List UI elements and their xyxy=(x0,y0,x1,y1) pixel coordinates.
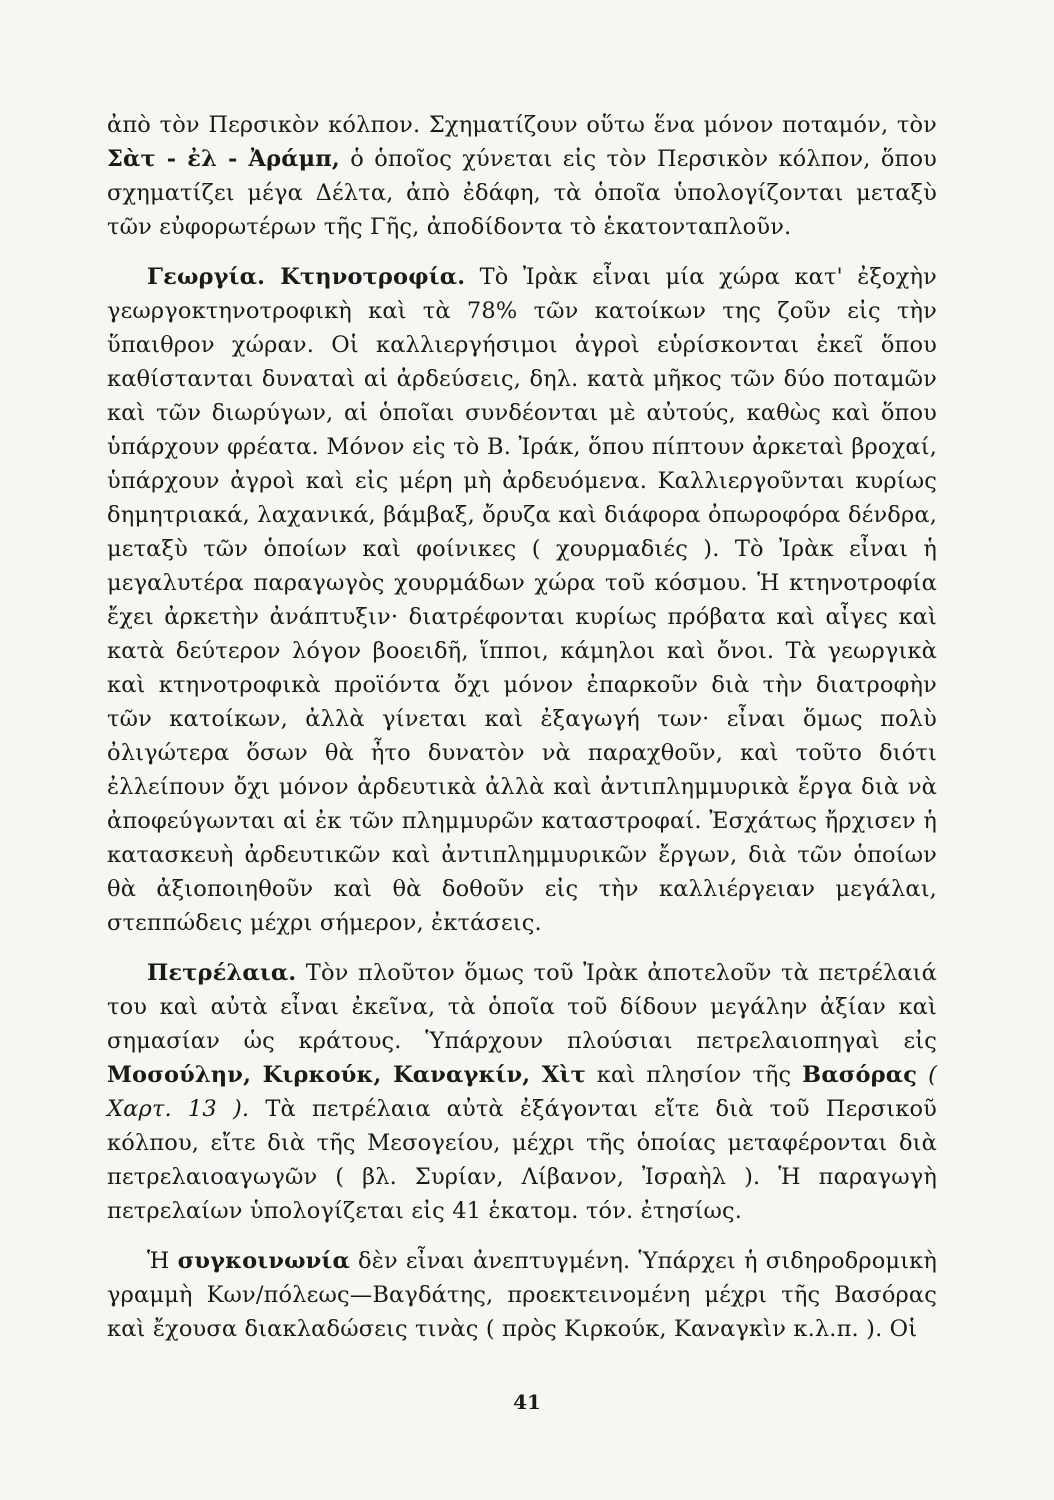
text-run: Τὸν πλοῦτον ὅμως τοῦ Ἰρὰκ ἀποτελοῦν τὰ πετρέλαιά του καὶ αὐτὰ εἶναι ἐκεῖνα, τὰ ὁποῖα τοῦ δίδουν μεγάλην ἀξίαν καὶ σημασίαν ὡς κράτους. Ὑπάρχουν πλούσιαι πετρελαιοπηγαὶ εἰς xyxy=(107,960,937,1054)
bold-basra: Βασόρας xyxy=(802,1062,918,1088)
section-heading-petroleum: Πετρέλαια. xyxy=(147,960,297,986)
paragraph-rivers xyxy=(107,108,937,244)
section-heading-communications: συγκοινωνία xyxy=(177,1248,350,1274)
text-run: ὁ ὁποῖος χύνεται εἰς τὸν Περσικὸν κόλπον, ὅπου σχηματίζει μέγα Δέλτα, ἀπὸ ἐδάφη, τὰ ὁποῖα ὑπολογίζονται μεταξὺ τῶν εὐφορωτέρων τῆς Γῆς, ἀποδίδοντα τὸ ἑκατονταπλοῦν. xyxy=(107,146,937,240)
text-run: Τὸ Ἰρὰκ εἶναι μία χώρα κατ' ἐξοχὴν γεωργοκτηνοτροφικὴ καὶ τὰ 78% τῶν κατοίκων της ζοῦν εἰς τὴν ὕπαιθρον χώραν. Οἱ καλλιεργήσιμοι ἀγροὶ εὑρίσκονται ἐκεῖ ὅπου καθίστανται δυναταὶ αἱ ἀρδεύσεις, δηλ. κατὰ μῆκος τῶν δύο ποταμῶν καὶ τῶν διωρύγων, αἱ ὁποῖαι συνδέονται μὲ αὐτούς, καθὼς καὶ ὅπου ὑπάρχουν φρέατα. Μόνον εἰς τὸ Β. Ἰράκ, ὅπου πίπτουν ἀρκεταὶ βροχαί, ὑπάρχουν ἀγροὶ καὶ εἰς μέρη μὴ ἀρδευόμενα. Καλλιεργοῦνται κυρίως δημητριακά, λαχανικά, βάμβαξ, ὄρυζα καὶ διάφορα ὀπωροφόρα δένδρα, μεταξὺ τῶν ὁποίων καὶ φοίνικες ( χουρμαδιές ). Τὸ Ἰρὰκ εἶναι ἡ μεγαλυτέρα παραγωγὸς χουρμάδων χώρα τοῦ κόσμου. Ἡ κτηνοτροφία ἔχει ἀρκετὴν ἀνάπτυξιν· διατρέφονται κυρίως πρόβατα καὶ αἶγες καὶ κατὰ δεύτερον λόγον βοοειδῆ, ἵπποι, κάμηλοι καὶ ὄνοι. Τὰ γεωργικὰ καὶ κτηνοτροφικὰ προϊόντα ὄχι μόνον ἐπαρκοῦν διὰ τὴν διατροφὴν τῶν κατοίκων, ἀλλὰ γίνεται καὶ ἐξαγωγή των· εἶναι ὅμως πολὺ ὀλιγώτερα ὅσων θὰ ἦτο δυνατὸν νὰ παραχθοῦν, καὶ τοῦτο διότι ἐλλείπουν ὄχι μόνον ἀρδευτικὰ ἀλλὰ καὶ ἀντιπλημμυρικὰ ἔργα διὰ νὰ ἀποφεύγωνται αἱ ἐκ τῶν πλημμυρῶν καταστροφαί. Ἐσχάτως ἤρχισεν ἡ κατασκευὴ ἀρδευτικῶν καὶ ἀντιπλημμυρικῶν ἔργων, διὰ τῶν ὁποίων θὰ ἀξιοποιηθοῦν καὶ θὰ δοθοῦν εἰς τὴν καλλιέργειαν μεγάλαι, στεππώδεις μέχρι σήμερον, ἐκτάσεις. xyxy=(107,264,937,936)
paragraph-communications xyxy=(107,1244,937,1346)
paragraph-agriculture xyxy=(107,260,937,940)
text-run: Ἡ xyxy=(147,1248,178,1274)
text-run: δὲν εἶναι ἀνεπτυγμένη. Ὑπάρχει ἡ σιδηροδρομικὴ γραμμὴ Κων/πόλεως—Βαγδάτης, προεκτεινομένη μέχρι τῆς Βασόρας καὶ ἔχουσα διακλαδώσεις τινὰς ( πρὸς Κιρκούκ, Καναγκὶν κ.λ.π. ). Οἱ xyxy=(107,1248,938,1342)
bold-term-shatt-al-arab: Σὰτ - ἐλ - Ἀράμπ, xyxy=(107,146,340,172)
text-run: ἀπὸ τὸν Περσικὸν κόλπον. Σχηματίζουν οὕτω ἕνα μόνον ποταμόν, τὸν xyxy=(107,112,937,138)
section-heading-agriculture: Γεωργία. Κτηνοτροφία. xyxy=(147,264,466,290)
page-number: 41 xyxy=(513,1390,541,1414)
text-run: καὶ πλησίον τῆς xyxy=(585,1062,803,1088)
map-reference: ( Χαρτ. 13 ). xyxy=(107,1062,938,1122)
paragraph-petroleum xyxy=(107,956,937,1228)
bold-oil-locations: Μοσούλην, Κιρκούκ, Καναγκίν, Χὶτ xyxy=(107,1062,586,1088)
text-run: Τὰ πετρέλαια αὐτὰ ἐξάγονται εἴτε διὰ τοῦ Περσικοῦ κόλπου, εἴτε διὰ τῆς Μεσογείου, μέχρι τῆς ὁποίας μεταφέρονται διὰ πετρελαιοαγωγῶν ( βλ. Συρίαν, Λίβανον, Ἰσραὴλ ). Ἡ παραγωγὴ πετρελαίων ὑπολογίζεται εἰς 41 ἑκατομ. τόν. ἐτησίως. xyxy=(107,1096,938,1224)
page-body xyxy=(107,108,937,1346)
